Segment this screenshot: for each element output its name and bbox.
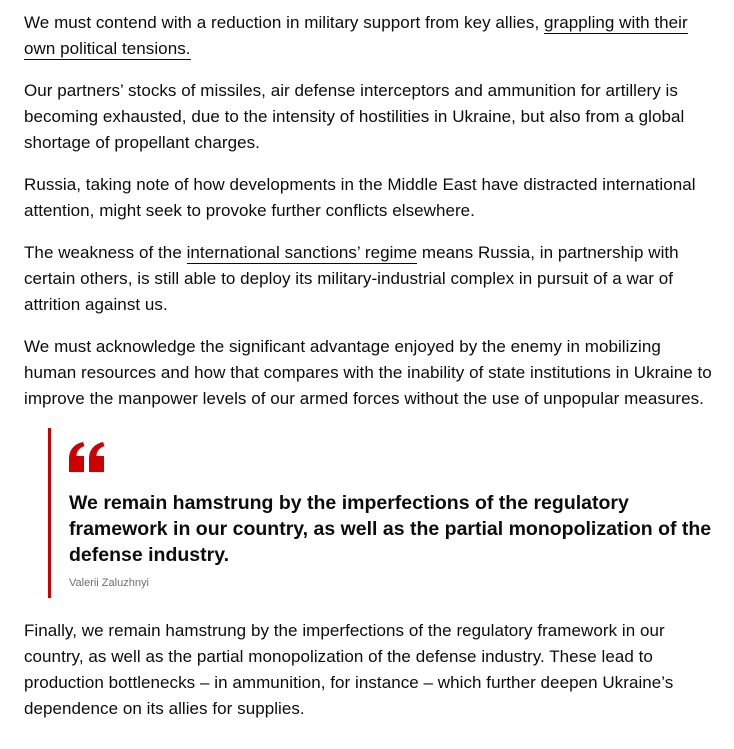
link-political-tensions[interactable]: grappling with their own political tensions.: [24, 13, 688, 58]
quote-icon: [69, 442, 105, 472]
paragraph-regulatory: Finally, we remain hamstrung by the imperfections of the regulatory framework in our country, as well as the partial monopolization of the defense industry. These lead to production bottlenecks – in ammunition, for instance – which further deepen Ukraine’s dependence on its allies for supplies.: [24, 621, 674, 718]
paragraph-sanctions: [24, 240, 714, 318]
pullquote: [48, 428, 719, 598]
article-body: [24, 10, 714, 738]
paragraph-text: The weakness of the: [24, 243, 187, 262]
pullquote-attribution: Valerii Zaluzhnyi: [69, 577, 149, 589]
paragraph-middle-east: Russia, taking note of how developments in the Middle East have distracted international attention, might seek to provoke further conflicts elsewhere.: [24, 175, 696, 220]
paragraph-stocks: Our partners’ stocks of missiles, air defense interceptors and ammunition for artillery is becoming exhausted, due to the intensity of hostilities in Ukraine, but also from a global shortage of propellant charges.: [24, 81, 685, 152]
paragraph-text: We must contend with a reduction in military support from key allies,: [24, 13, 545, 32]
paragraph-allied-support: [24, 10, 714, 62]
paragraph-human-resources: We must acknowledge the significant advantage enjoyed by the enemy in mobilizing human resources and how that compares with the inability of state institutions in Ukraine to improve the manpower levels of our armed forces without the use of unpopular measures.: [24, 337, 712, 408]
link-sanctions-regime[interactable]: international sanctions’ regime: [186, 243, 418, 262]
pullquote-text: We remain hamstrung by the imperfections of the regulatory framework in our country, as well as the partial monopolization of the defense industry.: [69, 492, 712, 566]
paragraph-text: means Russia, in partnership with certain others, is still able to deploy its military-industrial complex in pursuit of a war of attrition against us.: [24, 243, 679, 314]
